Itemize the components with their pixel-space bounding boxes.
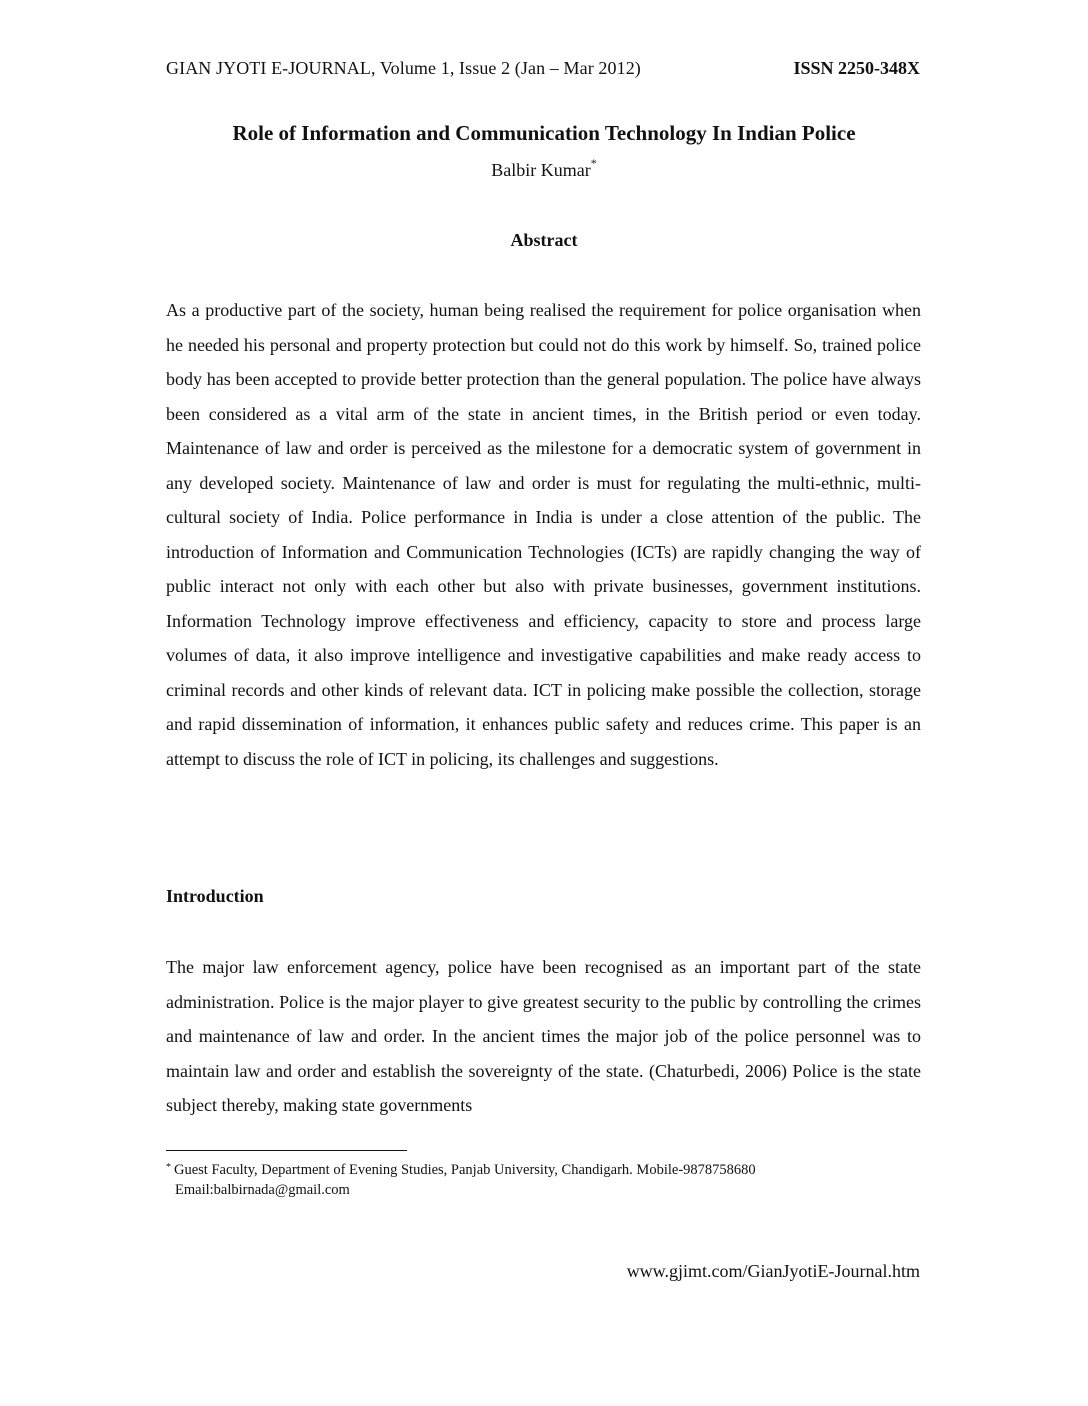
footer-url: www.gjimt.com/GianJyotiE-Journal.htm	[626, 1261, 920, 1281]
footnote	[166, 1160, 756, 1200]
author-line	[0, 156, 1088, 181]
footnote-line-1	[166, 1160, 756, 1180]
footnote-divider	[166, 1150, 407, 1151]
author-name: Balbir Kumar	[491, 160, 591, 180]
issn-header: ISSN 2250-348X	[793, 58, 920, 78]
author-footnote-mark: *	[590, 156, 597, 170]
paper-title: Role of Information and Communication Technology In Indian Police	[232, 121, 856, 145]
footnote-affiliation: Guest Faculty, Department of Evening Studies, Panjab University, Chandigarh. Mobile-9878758680	[174, 1162, 756, 1178]
journal-header: GIAN JYOTI E-JOURNAL, Volume 1, Issue 2 (Jan – Mar 2012)	[166, 58, 641, 78]
footnote-email: Email:balbirnada@gmail.com	[175, 1182, 350, 1198]
abstract-paragraph: As a productive part of the society, human being realised the requirement for police organisation when he needed his personal and property protection but could not do this work by himself. So, trained police body has been accepted to provide better protection than the general population. The police have always been considered as a vital arm of the state in ancient times, in the British period or even today. Maintenance of law and order is perceived as the milestone for a democratic system of government in any developed society. Maintenance of law and order is must for regulating the multi-ethnic, multi-cultural society of India. Police performance in India is under a close attention of the public. The introduction of Information and Communication Technologies (ICTs) are rapidly changing the way of public interact not only with each other but also with private businesses, government institutions. Information Technology improve effectiveness and efficiency, capacity to store and process large volumes of data, it also improve intelligence and investigative capabilities and make ready access to criminal records and other kinds of relevant data. ICT in policing make possible the collection, storage and rapid dissemination of information, it enhances public safety and reduces crime. This paper is an attempt to discuss the role of ICT in policing, its challenges and suggestions.	[166, 300, 921, 769]
introduction-heading: Introduction	[166, 886, 264, 906]
footnote-mark: *	[166, 1162, 171, 1173]
abstract-heading: Abstract	[510, 230, 578, 250]
introduction-paragraph: The major law enforcement agency, police have been recognised as an important part of the state administration. Police is the major player to give greatest security to the public by controlling the crimes and maintenance of law and order. In the ancient times the major job of the police personnel was to maintain law and order and establish the sovereignty of the state. (Chaturbedi, 2006) Police is the state subject thereby, making state governments	[166, 957, 921, 1115]
